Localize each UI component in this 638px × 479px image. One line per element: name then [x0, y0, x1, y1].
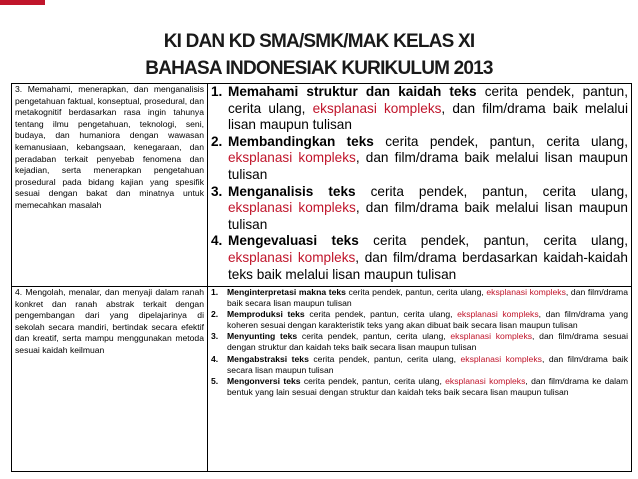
ki-kd-table: [11, 83, 632, 472]
table-row: [12, 84, 632, 287]
item-text: , dan film/drama baik melalui lisan maupun tulisan: [228, 150, 628, 182]
list-item: [211, 331, 628, 353]
page-title: [0, 28, 638, 82]
accent-bar: [0, 0, 45, 5]
list-item: [211, 354, 628, 376]
item-verb: Memahami struktur dan kaidah teks: [228, 84, 477, 99]
item-text: cerita pendek, pantun, cerita ulang,: [373, 133, 628, 149]
kd-list: [211, 84, 628, 283]
title-line-1: KI DAN KD SMA/SMK/MAK KELAS XI: [163, 31, 475, 52]
item-verb: Menginterpretasi makna teks: [227, 287, 346, 297]
item-number: 3.: [211, 183, 223, 199]
title-line-2: BAHASA INDONESIAK KURIKULUM 2013: [145, 58, 493, 79]
item-number: 4.: [211, 233, 223, 249]
item-verb: Mengabstraksi teks: [227, 353, 309, 364]
item-number: 2.: [211, 133, 223, 149]
item-verb: Mengonversi teks: [227, 375, 301, 386]
list-item: [211, 287, 628, 309]
kd-list: [211, 287, 628, 398]
item-highlight: eksplanasi kompleks: [486, 287, 566, 297]
item-text: cerita pendek, pantun, cerita ulang,: [355, 183, 628, 199]
item-number: 3.: [211, 331, 219, 342]
item-verb: Menyunting teks: [227, 331, 298, 342]
list-item: [211, 309, 628, 331]
table-row: [12, 287, 632, 472]
item-highlight: eksplanasi kompleks: [228, 200, 356, 216]
item-text: cerita pendek, pantun, cerita ulang,: [304, 309, 458, 320]
item-text: cerita pendek, pantun, cerita ulang,: [345, 287, 487, 297]
item-text: , dan film/drama baik melalui lisan maupun tulisan: [228, 200, 628, 232]
item-verb: Menganalisis teks: [228, 183, 356, 199]
item-text: , dan film/drama berdasarkan kaidah-kaidah teks baik melalui lisan maupun tulisan: [228, 249, 628, 282]
list-item: [211, 134, 628, 184]
item-highlight: eksplanasi kompleks: [457, 309, 539, 320]
item-verb: Mengevaluasi teks: [228, 233, 359, 249]
item-number: 5.: [211, 375, 219, 386]
item-highlight: eksplanasi kompleks: [450, 331, 533, 342]
item-number: 2.: [211, 309, 219, 320]
item-number: 1.: [211, 84, 223, 99]
kd-cell: [208, 287, 632, 472]
item-text: cerita pendek, pantun, cerita ulang,: [297, 331, 451, 342]
item-number: 1.: [211, 287, 219, 297]
item-verb: Membandingkan teks: [228, 133, 374, 149]
item-text: , dan film/drama baik melalui lisan maupun tulisan: [228, 100, 628, 133]
item-text: cerita pendek, pantun, cerita ulang,: [358, 233, 628, 249]
ki-cell: 3. Memahami, menerapkan, dan menganalisis pengetahuan faktual, konseptual, prosedural, dan metakognitif berdasarkan rasa ingin tahunya tentang ilmu pengetahuan, teknologi, seni, budaya, dan humaniora dengan wawasan kemanusiaan, kebangsaan, kenegaraan, dan peradaban terkait penyebab fenomena dan kejadian, serta menerapkan pengetahuan prosedural pada bidang kajian yang spesifik sesuai dengan bakat dan minatnya untuk memecahkan masalah: [12, 84, 208, 287]
list-item: [211, 84, 628, 134]
item-verb: Memproduksi teks: [227, 309, 305, 320]
list-item: [211, 376, 628, 398]
item-highlight: eksplanasi kompleks: [312, 100, 442, 116]
item-highlight: eksplanasi kompleks: [445, 375, 526, 386]
list-item: [211, 233, 628, 283]
item-text: cerita pendek, pantun, cerita ulang,: [228, 84, 628, 116]
item-text: cerita pendek, pantun, cerita ulang,: [300, 375, 446, 386]
ki-cell: 4. Mengolah, menalar, dan menyaji dalam ranah konkret dan ranah abstrak terkait dengan pengembangan dari yang dipelajarinya di sekolah secara mandiri, bertindak secara efektif dan kreatif, serta mampu menggunakan metoda sesuai kaidah keilmuan: [12, 287, 208, 472]
item-text: , dan film/drama ke dalam bentuk yang lain sesuai dengan struktur dan kaidah teks baik secara lisan maupun tulisan: [227, 375, 628, 397]
list-item: [211, 184, 628, 234]
item-text: , dan film/drama yang koheren sesuai dengan karakteristik teks yang akan dibuat baik secara lisan maupun tulisan: [227, 309, 628, 331]
item-text: cerita pendek, pantun, cerita ulang,: [308, 353, 461, 364]
kd-cell: [208, 84, 632, 287]
item-text: , dan film/drama baik secara lisan maupun tulisan: [227, 287, 628, 309]
item-highlight: eksplanasi kompleks: [228, 249, 356, 265]
item-highlight: eksplanasi kompleks: [460, 353, 542, 364]
item-text: , dan film/drama sesuai dengan struktur dan kaidah teks baik secara lisan maupun tulisan: [227, 331, 628, 353]
item-highlight: eksplanasi kompleks: [228, 150, 356, 166]
item-number: 4.: [211, 353, 219, 364]
item-text: , dan film/drama baik secara lisan maupun tulisan: [227, 353, 629, 375]
